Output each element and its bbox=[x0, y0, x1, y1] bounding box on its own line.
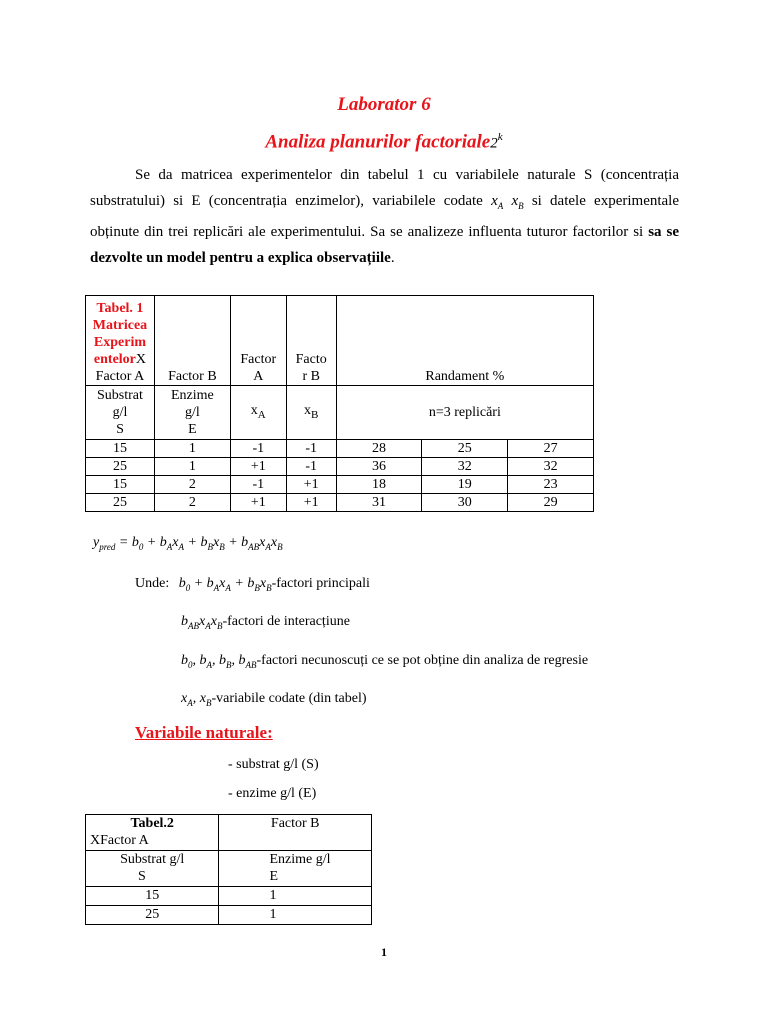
table-row bbox=[86, 887, 372, 906]
table2-enzime-cell bbox=[219, 851, 372, 887]
table-cell: 2 bbox=[154, 494, 230, 512]
page-title: Laborator 6 bbox=[337, 94, 431, 115]
table1-enzime-line: g/l bbox=[184, 405, 200, 420]
subtitle-power: 2 bbox=[490, 135, 498, 152]
table-cell: 2 bbox=[154, 476, 230, 494]
intro-part2: si datele experimentale obținute din trei replicări ale experimentului. Sa se analizeze influenta tuturor factorilor si bbox=[90, 193, 680, 240]
table-1 bbox=[85, 295, 594, 512]
table-cell: 1 bbox=[219, 906, 372, 925]
bullet-enzime: - enzime g/l (E) bbox=[228, 786, 317, 801]
table1-factor-a-label: Factor A bbox=[95, 369, 145, 384]
coded-terms: $x_A$, $x_B$ bbox=[181, 691, 212, 708]
table1-substrat-line: Substrat bbox=[97, 388, 143, 403]
subtitle-power-exp: k bbox=[497, 131, 503, 143]
table2-caption-cell bbox=[86, 815, 219, 851]
table1-xa-header-cell bbox=[230, 296, 286, 386]
table2-caption: Tabel.2 bbox=[130, 816, 174, 831]
table-cell: 25 bbox=[86, 458, 155, 476]
table1-factor-b-cell bbox=[154, 296, 230, 386]
intro-end: . bbox=[390, 250, 395, 266]
table-row bbox=[86, 906, 372, 925]
table2-substrat-line: Substrat g/l bbox=[120, 852, 185, 867]
unknowns-line bbox=[181, 653, 588, 670]
def-necunoscuti: -factori necunoscuți ce se pot obține din analiza de regresie bbox=[256, 653, 589, 668]
table1-xb-sub: B bbox=[311, 408, 319, 421]
table-cell: +1 bbox=[286, 476, 336, 494]
def-codate: -variabile codate (din tabel) bbox=[211, 691, 367, 706]
table1-xb-cell bbox=[286, 386, 336, 440]
table2-substrat-line: S bbox=[138, 869, 146, 884]
table-cell: 25 bbox=[86, 494, 155, 512]
table1-enzime-cell bbox=[154, 386, 230, 440]
table-row bbox=[86, 476, 594, 494]
table-row bbox=[86, 494, 594, 512]
table-cell: +1 bbox=[230, 494, 286, 512]
table-cell: 19 bbox=[422, 476, 508, 494]
table1-xb-label: x bbox=[304, 402, 312, 418]
table1-caption-x: X bbox=[135, 352, 147, 367]
regression-equation: $y_{pred} = b_0 + b_Ax_A + b_Bx_B + b_{AB}x_Ax_B$ bbox=[93, 535, 283, 552]
table-cell: +1 bbox=[286, 494, 336, 512]
table-cell: 28 bbox=[336, 440, 422, 458]
table1-factor-b-label: Factor B bbox=[168, 369, 217, 384]
table-cell: -1 bbox=[230, 440, 286, 458]
subtitle-text: Analiza planurilor factoriale bbox=[265, 131, 491, 153]
table1-xa-sub: A bbox=[257, 408, 266, 421]
principal-terms: $b_0 + b_Ax_A + b_Bx_B$ bbox=[178, 576, 272, 593]
table-cell: -1 bbox=[286, 458, 336, 476]
table2-factor-b-cell bbox=[219, 815, 372, 851]
table-cell: 32 bbox=[508, 458, 594, 476]
table-cell: -1 bbox=[230, 476, 286, 494]
intro-part1: Se da matricea experimentelor din tabelul 1 cu variabilele naturale S (concentrația substratului) si E (concentrația enzimelor), variabilele codate bbox=[90, 167, 679, 209]
interaction-terms: $b_{AB}x_Ax_B$ bbox=[181, 614, 223, 631]
table-cell: 31 bbox=[336, 494, 422, 512]
table-cell: -1 bbox=[286, 440, 336, 458]
table-cell: 36 bbox=[336, 458, 422, 476]
table2-enzime-line: E bbox=[269, 869, 278, 884]
section-heading-natural: Variabile naturale: bbox=[135, 723, 273, 742]
table-cell: 32 bbox=[422, 458, 508, 476]
table1-substrat-line: S bbox=[116, 422, 124, 437]
table1-caption-cell bbox=[86, 296, 155, 386]
table1-caption-line: Tabel. 1 bbox=[96, 301, 144, 316]
intro-paragraph bbox=[90, 162, 679, 271]
table1-substrat-cell bbox=[86, 386, 155, 440]
table1-randament-label: Randament % bbox=[425, 369, 505, 384]
def-interactiune: -factori de interacțiune bbox=[222, 614, 350, 629]
table1-xa-cell bbox=[230, 386, 286, 440]
table-cell: 1 bbox=[154, 440, 230, 458]
coded-vars-line bbox=[181, 691, 367, 708]
table-row bbox=[86, 440, 594, 458]
intro-coded-vars: $x_A$ $x_B$ bbox=[491, 193, 524, 211]
table1-substrat-line: g/l bbox=[112, 405, 128, 420]
page-subtitle bbox=[0, 131, 768, 153]
unde-line bbox=[135, 576, 370, 593]
table-cell: 30 bbox=[422, 494, 508, 512]
table1-enzime-line: E bbox=[188, 422, 197, 437]
unde-label: Unde: bbox=[135, 576, 170, 591]
table-cell: 15 bbox=[86, 476, 155, 494]
table-cell: 29 bbox=[508, 494, 594, 512]
table2-caption-x: X bbox=[90, 833, 101, 848]
def-principal: -factori principali bbox=[271, 576, 370, 591]
table1-enzime-line: Enzime bbox=[170, 388, 214, 403]
page-number: 1 bbox=[381, 945, 387, 959]
table-cell: 25 bbox=[422, 440, 508, 458]
table1-replicari-label: n=3 replicări bbox=[428, 405, 501, 420]
table1-xa-header-line: A bbox=[253, 369, 264, 384]
table2-factor-a: Factor A bbox=[100, 833, 149, 848]
table-cell: 15 bbox=[86, 440, 155, 458]
table1-xb-header-line: Facto bbox=[295, 352, 327, 367]
table1-xa-label: x bbox=[250, 402, 258, 418]
table-cell: +1 bbox=[230, 458, 286, 476]
table-cell: 27 bbox=[508, 440, 594, 458]
table1-replicari-cell bbox=[336, 386, 593, 440]
table1-xb-header-line: r B bbox=[302, 369, 320, 384]
table1-caption-line: entelor bbox=[93, 352, 136, 367]
bullet-substrat: - substrat g/l (S) bbox=[228, 757, 319, 772]
table1-randament-cell bbox=[336, 296, 593, 386]
table-row bbox=[86, 458, 594, 476]
table2-enzime-line: Enzime g/l bbox=[269, 852, 331, 867]
table-cell: 25 bbox=[86, 906, 219, 925]
table2-substrat-cell bbox=[86, 851, 219, 887]
table-cell: 1 bbox=[154, 458, 230, 476]
unknown-terms: $b_0$, $b_A$, $b_B$, $b_{AB}$ bbox=[181, 653, 257, 670]
table1-caption-line: Matricea bbox=[92, 318, 148, 333]
table1-caption-line: Experim bbox=[93, 335, 147, 350]
table-cell: 18 bbox=[336, 476, 422, 494]
table-cell: 1 bbox=[219, 887, 372, 906]
table-cell: 23 bbox=[508, 476, 594, 494]
interaction-line bbox=[181, 614, 350, 631]
intro-bold: sa se dezvolte un model pentru a explica observațiile bbox=[90, 224, 680, 266]
table-cell: 15 bbox=[86, 887, 219, 906]
table1-xa-header-line: Factor bbox=[240, 352, 277, 367]
table-2 bbox=[85, 814, 372, 925]
table1-xb-header-cell bbox=[286, 296, 336, 386]
table2-factor-b: Factor B bbox=[270, 816, 320, 831]
